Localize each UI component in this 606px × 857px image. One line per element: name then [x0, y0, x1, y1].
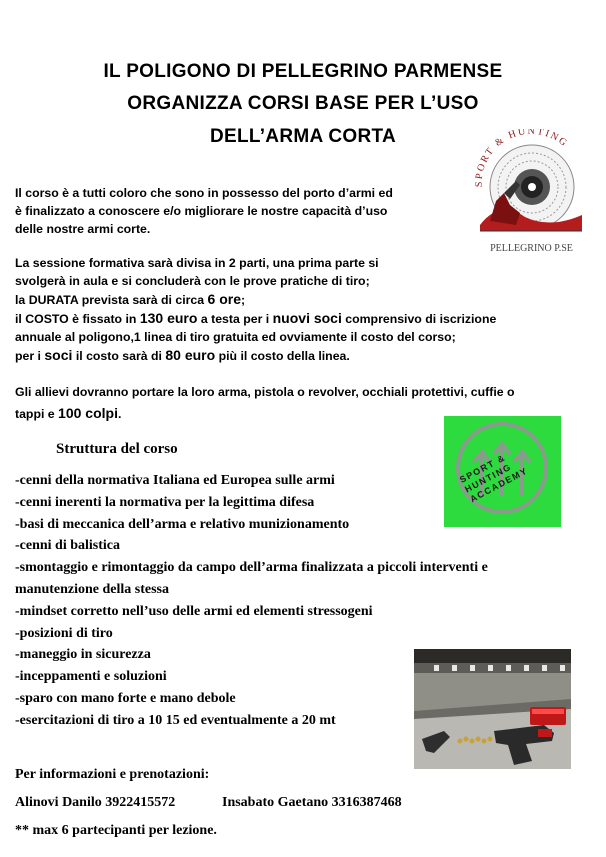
intro-line-2: è finalizzato a conoscere e/o migliorare le nostre capacità d’uso [15, 204, 388, 218]
list-item: -maneggio in sicurezza [15, 647, 151, 663]
students-line-1: Gli allievi dovranno portare la loro arma, pistola o revolver, occhiali protettivi, cuffie o [15, 385, 515, 399]
annual-line: annuale al poligono,1 linea di tiro gratuita ed ovviamente il costo del corso; [15, 330, 456, 344]
list-item: -sparo con mano forte e mano debole [15, 690, 236, 706]
session-paragraph [15, 254, 496, 365]
target-icon [470, 129, 593, 259]
list-item: -basi di meccanica dell’arma e relativo munizionamento [15, 516, 350, 532]
duration-value: 6 ore [207, 291, 241, 307]
logo-arc-text: SPORT & HUNTING [473, 129, 571, 188]
intro-paragraph [15, 184, 393, 238]
max-participants-note: ** max 6 partecipanti per lezione. [15, 823, 217, 838]
students-paragraph [15, 382, 515, 425]
session-line-1: La sessione formativa sarà divisa in 2 parti, una prima parte si [15, 256, 379, 270]
duration-line: la DURATA prevista sarà di circa 6 ore; [15, 291, 246, 307]
duration-label: DURATA [28, 293, 79, 307]
cost-value: 130 euro [139, 310, 198, 326]
list-item: -cenni inerenti la normativa per la legittima difesa [15, 494, 315, 510]
contact-insabato: Insabato Gaetano 3316387468 [222, 795, 402, 810]
rounds-value: 100 colpi [58, 405, 118, 421]
members-label: soci [44, 347, 73, 363]
new-members-label: nuovi soci [272, 310, 342, 326]
members-line: per i soci il costo sarà di 80 euro più il costo della linea. [15, 347, 350, 363]
list-item: -mindset corretto nell’uso delle armi ed elementi stressogeni [15, 603, 373, 619]
academy-text: SPORT & HUNTING ACCADEMY [458, 452, 530, 505]
students-line-2: tappi e 100 colpi. [15, 405, 122, 421]
intro-line-3: delle nostre armi corte. [15, 222, 151, 236]
cost-line: il COSTO è fissato in 130 euro a testa per i nuovi soci comprensivo di iscrizione [15, 310, 497, 326]
pistol-icon [414, 649, 571, 769]
title-line-2: ORGANIZZA CORSI BASE PER L’USO [127, 93, 479, 114]
logo-caption: PELLEGRINO P.SE [490, 243, 573, 254]
list-item: -posizioni di tiro [15, 625, 113, 641]
list-item: -inceppamenti e soluzioni [15, 669, 167, 685]
contact-alinovi: Alinovi Danilo 3922415572 [15, 795, 176, 810]
info-heading: Per informazioni e prenotazioni: [15, 767, 210, 782]
list-item: -cenni della normativa Italiana ed Europea sulle armi [15, 473, 335, 488]
title-line-1: IL POLIGONO DI PELLEGRINO PARMENSE [103, 61, 503, 82]
list-item: -esercitazioni di tiro a 10 15 ed eventualmente a 20 mt [15, 712, 336, 728]
shooting-range-photo [414, 649, 571, 769]
list-item: manutenzione della stessa [15, 581, 169, 597]
structure-heading: Struttura del corso [56, 441, 178, 457]
sport-hunting-logo [470, 129, 593, 259]
session-line-2: svolgerà in aula e si concluderà con le prove pratiche di tiro; [15, 274, 370, 288]
members-cost-value: 80 euro [165, 347, 216, 363]
title-line-3: DELL’ARMA CORTA [209, 126, 397, 147]
list-item: -smontaggio e rimontaggio da campo dell’arma finalizzata a piccoli interventi e [15, 560, 488, 576]
list-item: -cenni di balistica [15, 538, 121, 554]
cost-label: COSTO [25, 312, 69, 326]
intro-line-1: Il corso è a tutti coloro che sono in possesso del porto d’armi ed [15, 186, 393, 200]
